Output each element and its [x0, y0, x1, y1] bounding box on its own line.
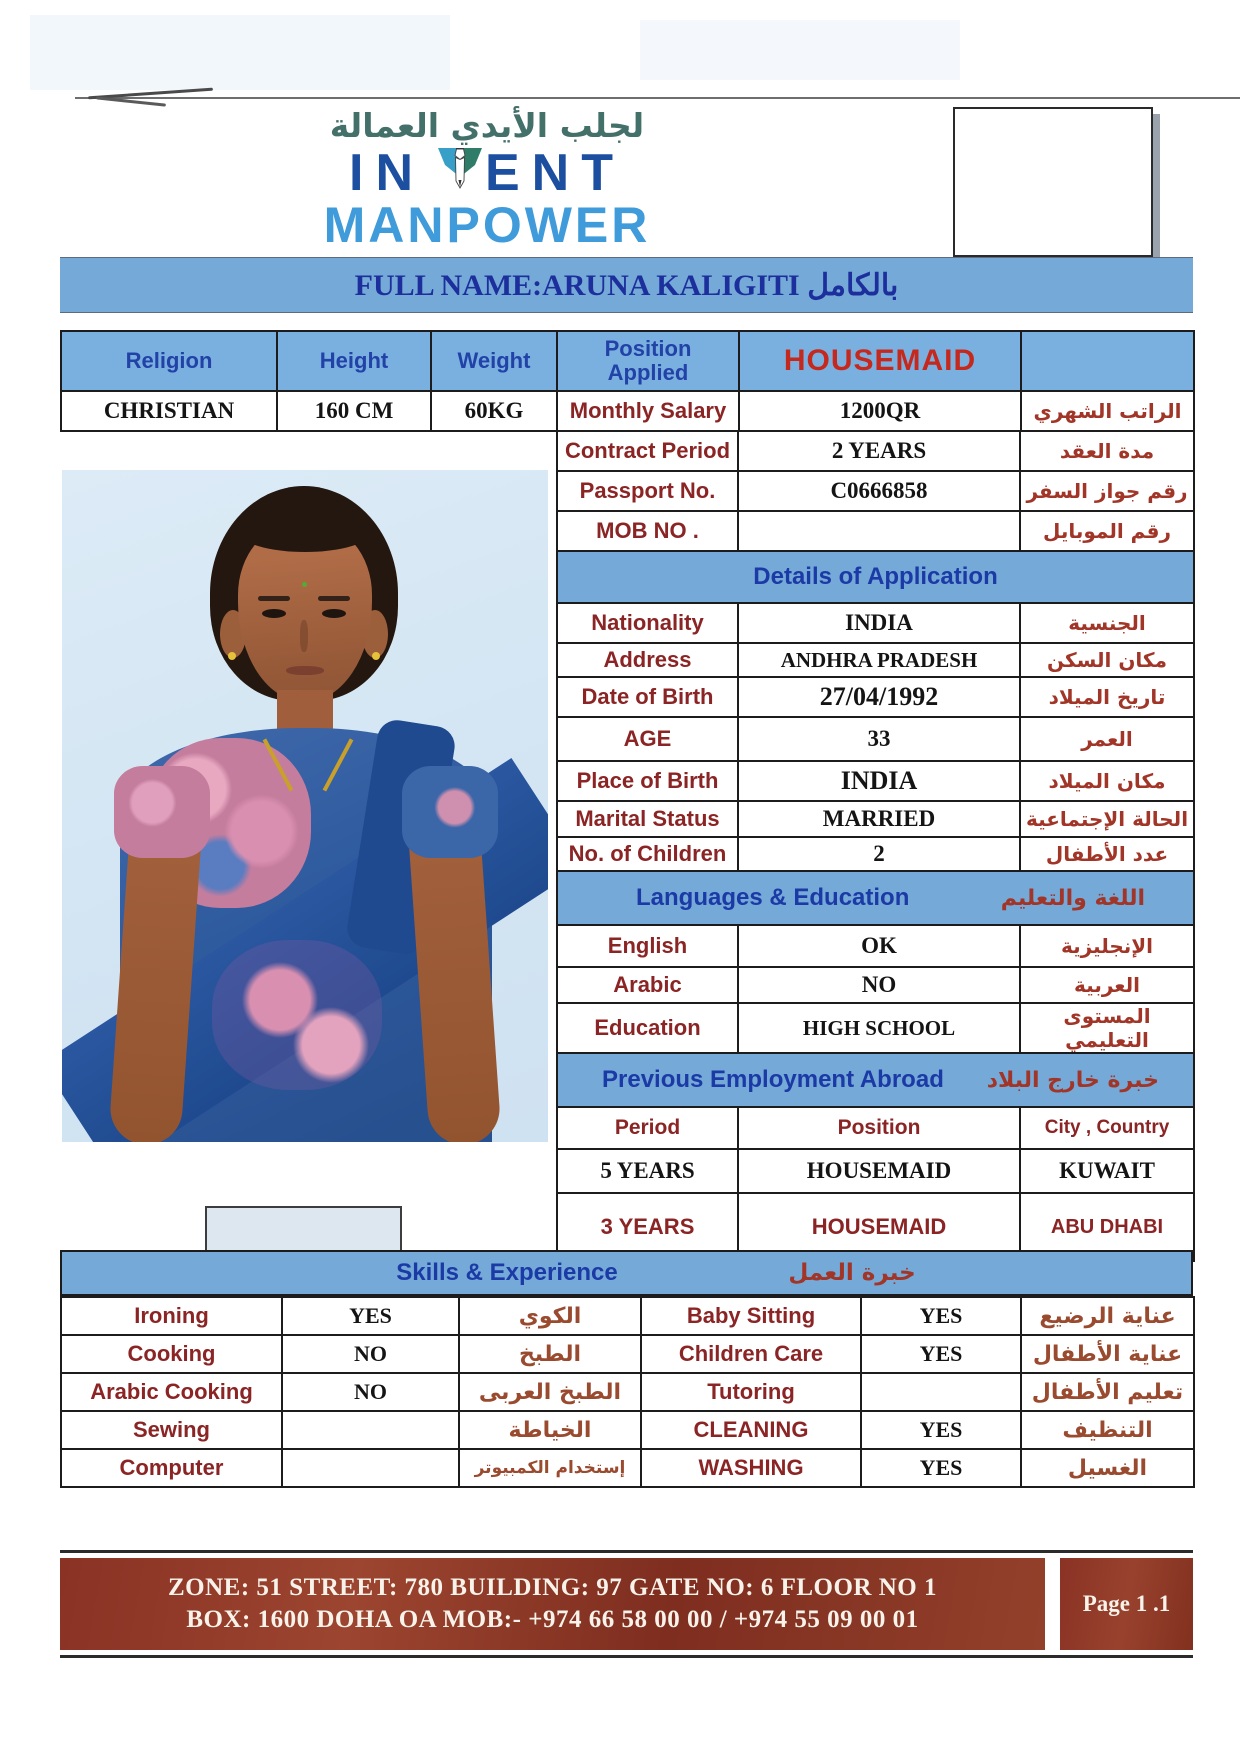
footer-banner	[60, 1558, 1193, 1650]
skill-value	[282, 1449, 459, 1487]
skill-label: Computer	[61, 1449, 282, 1487]
info-row-arabic: عدد الأطفال	[1020, 837, 1194, 871]
scan-smudge	[30, 15, 450, 90]
logo-invent-in: IN	[349, 144, 425, 202]
info-row-label: MOB NO .	[557, 511, 738, 551]
employment-col-city: City , Country	[1020, 1107, 1194, 1149]
skill-arabic: التنظيف	[1021, 1411, 1194, 1449]
info-row-label: Address	[557, 643, 738, 677]
skill-label: Arabic Cooking	[61, 1373, 282, 1411]
info-row-value: C0666858	[738, 471, 1020, 511]
footer-line1: ZONE: 51 STREET: 780 BUILDING: 97 GATE NO: 6 FLOOR NO 1	[167, 1574, 937, 1601]
agency-logo	[222, 106, 752, 253]
employment-period: 3 YEARS	[557, 1193, 738, 1261]
weight-value: 60KG	[431, 391, 557, 431]
info-row-value: MARRIED	[738, 801, 1020, 837]
skill-label: Tutoring	[641, 1373, 861, 1411]
info-row-value: INDIA	[738, 761, 1020, 801]
footer-address	[60, 1558, 1045, 1650]
photo-eye	[262, 609, 286, 618]
skill-arabic: الكوي	[459, 1297, 641, 1335]
logo-invent	[222, 144, 752, 202]
photo-hairline	[238, 510, 372, 552]
employment-position: HOUSEMAID	[738, 1149, 1020, 1193]
skill-label: Ironing	[61, 1297, 282, 1335]
info-panel	[556, 430, 1195, 1262]
skills-title: Skills & Experience	[396, 1259, 618, 1286]
info-row-arabic: الراتب الشهري	[1021, 391, 1194, 431]
info-row-value: 27/04/1992	[738, 677, 1020, 717]
photo-lips	[286, 666, 324, 675]
info-row-label: AGE	[557, 717, 738, 761]
skills-title-arabic: خبرة العمل	[788, 1260, 916, 1286]
info-row-value	[738, 511, 1020, 551]
employment-city: KUWAIT	[1020, 1149, 1194, 1193]
skill-label: Baby Sitting	[641, 1297, 861, 1335]
section-prev-employment-banner: Previous Employment Abroad خبرة خارج البلاد	[557, 1053, 1194, 1107]
section-skills-banner	[60, 1250, 1193, 1296]
info-row-label: Contract Period	[557, 431, 738, 471]
info-row-value: 1200QR	[739, 391, 1021, 431]
info-row-arabic: رقم جواز السفر	[1020, 471, 1194, 511]
info-row-value: HIGH SCHOOL	[738, 1003, 1020, 1053]
photo-eye	[322, 609, 346, 618]
employment-position: HOUSEMAID	[738, 1193, 1020, 1261]
photo-floral-patch	[212, 940, 382, 1090]
footer-line2: BOX: 1600 DOHA OA MOB:- +974 66 58 00 00 / +974 55 09 00 01	[186, 1606, 919, 1633]
skill-label: Cooking	[61, 1335, 282, 1373]
info-row-arabic: مدة العقد	[1020, 431, 1194, 471]
info-row-arabic: الحالة الإجتماعية	[1020, 801, 1194, 837]
skill-arabic: الطبخ العربى	[459, 1373, 641, 1411]
section-languages-banner: Languages & Education اللغة والتعليم	[557, 871, 1194, 925]
photo-eyebrow	[318, 596, 350, 601]
skill-arabic: عناية الرضيع	[1021, 1297, 1194, 1335]
info-row-value: OK	[738, 925, 1020, 967]
skill-value	[282, 1411, 459, 1449]
main-table	[60, 330, 1193, 1481]
skill-arabic: الغسيل	[1021, 1449, 1194, 1487]
info-row-arabic: تاريخ الميلاد	[1020, 677, 1194, 717]
skill-arabic: الخياطة	[459, 1411, 641, 1449]
photo-placeholder-box	[953, 107, 1153, 257]
info-row-arabic: رقم الموبايل	[1020, 511, 1194, 551]
section-details-banner: Details of Application	[557, 551, 1194, 603]
footer-rule-bottom	[60, 1655, 1193, 1658]
skill-value: YES	[861, 1449, 1021, 1487]
skill-arabic: عناية الأطفال	[1021, 1335, 1194, 1373]
skill-value: NO	[282, 1335, 459, 1373]
skill-value: YES	[861, 1411, 1021, 1449]
skill-label: CLEANING	[641, 1411, 861, 1449]
employment-city: ABU DHABI	[1020, 1193, 1194, 1261]
info-row-label: Marital Status	[557, 801, 738, 837]
info-row-label: Place of Birth	[557, 761, 738, 801]
info-row-label: Date of Birth	[557, 677, 738, 717]
col-position-applied: Position Applied	[557, 331, 739, 391]
skill-arabic: إستخدام الكمبيوتر	[459, 1449, 641, 1487]
skill-label: Sewing	[61, 1411, 282, 1449]
info-row-value: 2	[738, 837, 1020, 871]
footer-page-number: Page 1 .1	[1060, 1558, 1193, 1650]
footer-rule-top	[60, 1550, 1193, 1553]
top-scan-line	[75, 97, 1240, 99]
redaction-box	[205, 1206, 402, 1254]
photo-bindi	[302, 582, 307, 587]
info-row-label: English	[557, 925, 738, 967]
photo-earring	[372, 652, 380, 660]
employment-col-position: Position	[738, 1107, 1020, 1149]
col-weight: Weight	[431, 331, 557, 391]
photo-sleeve	[402, 766, 498, 858]
info-row-arabic: مكان السكن	[1020, 643, 1194, 677]
logo-manpower: MANPOWER	[323, 197, 651, 253]
top-header-table	[60, 330, 1195, 432]
info-row-value: NO	[738, 967, 1020, 1003]
skill-label: Children Care	[641, 1335, 861, 1373]
info-row-label: No. of Children	[557, 837, 738, 871]
religion-value: CHRISTIAN	[61, 391, 277, 431]
info-row-arabic: الجنسية	[1020, 603, 1194, 643]
info-row-label: Arabic	[557, 967, 738, 1003]
info-row-arabic: العربية	[1020, 967, 1194, 1003]
position-value: HOUSEMAID	[739, 331, 1021, 391]
info-row-label: Education	[557, 1003, 738, 1053]
photo-sleeve	[114, 766, 210, 858]
photo-earring	[228, 652, 236, 660]
col-height: Height	[277, 331, 431, 391]
skill-value: YES	[861, 1297, 1021, 1335]
skill-arabic: الطبخ	[459, 1335, 641, 1373]
photo-eyebrow	[258, 596, 290, 601]
skill-value	[861, 1373, 1021, 1411]
info-row-arabic: المستوى التعليمي	[1020, 1003, 1194, 1053]
photo-nose	[300, 620, 308, 652]
info-row-label: Monthly Salary	[557, 391, 739, 431]
skills-table	[60, 1296, 1195, 1488]
skill-arabic: تعليم الأطفال	[1021, 1373, 1194, 1411]
skill-value: NO	[282, 1373, 459, 1411]
info-row-label: Passport No.	[557, 471, 738, 511]
header-empty-cell	[1021, 331, 1194, 391]
logo-arabic-title: لجلب الأيدي العمالة	[329, 106, 645, 145]
skill-label: WASHING	[641, 1449, 861, 1487]
skill-value: YES	[282, 1297, 459, 1335]
info-row-value: INDIA	[738, 603, 1020, 643]
info-row-value: 33	[738, 717, 1020, 761]
skill-value: YES	[861, 1335, 1021, 1373]
info-row-arabic: مكان الميلاد	[1020, 761, 1194, 801]
employment-period: 5 YEARS	[557, 1149, 738, 1193]
scan-smudge	[640, 20, 960, 80]
col-religion: Religion	[61, 331, 277, 391]
info-row-arabic: الإنجليزية	[1020, 925, 1194, 967]
applicant-photo	[62, 470, 548, 1142]
info-row-value: ANDHRA PRADESH	[738, 643, 1020, 677]
info-row-label: Nationality	[557, 603, 738, 643]
full-name-banner: FULL NAME:ARUNA KALIGITI بالكامل	[60, 257, 1193, 313]
footer-divider	[1045, 1558, 1060, 1650]
info-row-value: 2 YEARS	[738, 431, 1020, 471]
tie-icon	[437, 147, 483, 199]
employment-col-period: Period	[557, 1107, 738, 1149]
height-value: 160 CM	[277, 391, 431, 431]
logo-invent-ent: ENT	[485, 144, 625, 202]
info-row-arabic: العمر	[1020, 717, 1194, 761]
